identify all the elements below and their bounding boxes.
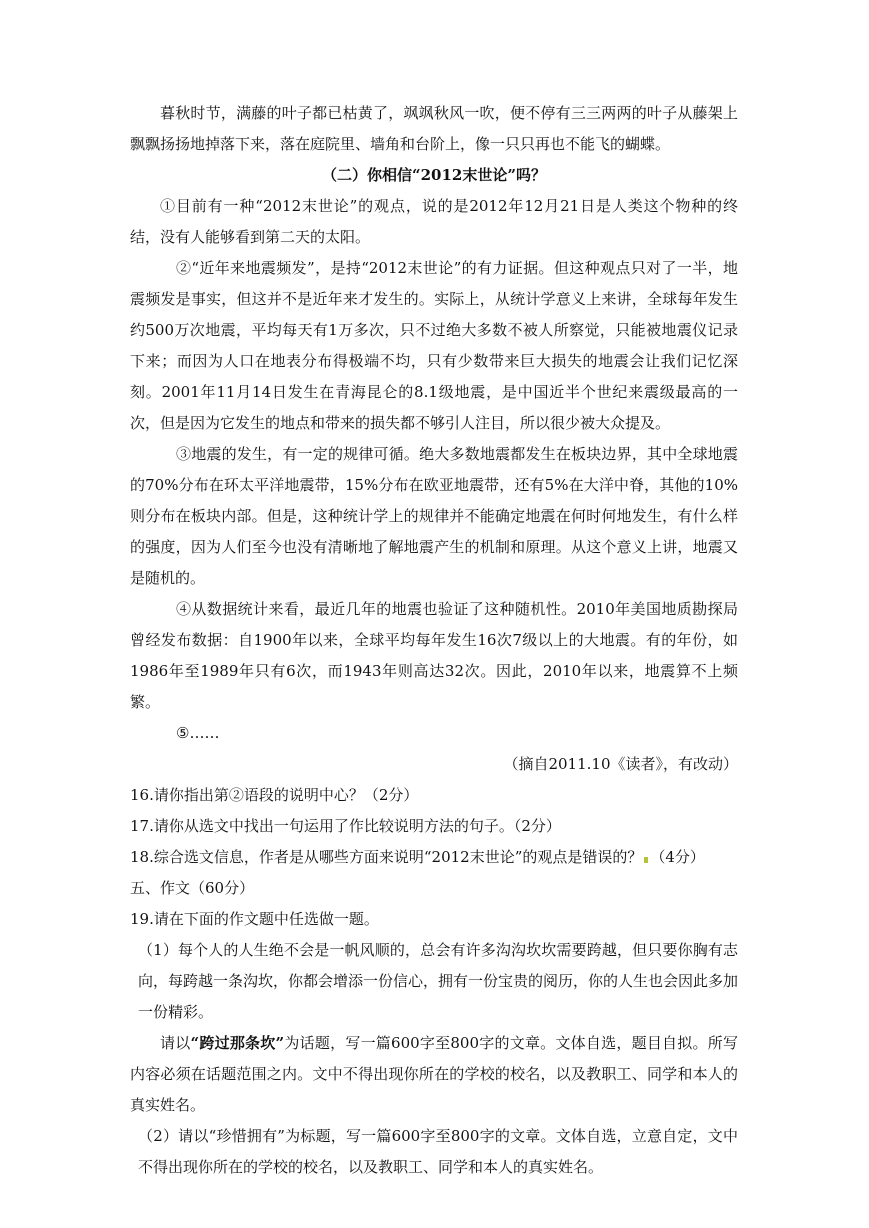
paragraph-5: ⑤…… [176, 724, 220, 742]
essay-option-1: （1）每个人的人生绝不会是一帆风顺的，总会有许多沟沟坎坎需要跨越，但只要你胸有志向，每跨越一条沟坎，你都会增添一份信心，拥有一份宝贵的阅历，你的人生也会因此多加一份精彩。 [138, 941, 739, 1021]
paragraph-4: ④从数据统计来看，最近几年的地震也验证了这种随机性。2010年美国地质勘探局曾经发布数据：自1900年以来，全球平均每年发生16次7级以上的大地震。有的年份，如1986年至1989年只有6次，而1943年则高达32次。因此，2010年以来，地震算不上频繁。 [130, 600, 738, 711]
intro-paragraph: 暮秋时节，满藤的叶子都已枯黄了，飒飒秋风一吹，便不停有三三两两的叶子从藤架上飘飘扬扬地掉落下来，落在庭院里、墙角和台阶上，像一只只再也不能飞的蝴蝶。 [130, 104, 738, 153]
paragraph-1: ①目前有一种“2012末世论”的观点，说的是2012年12月21日是人类这个物种的终结，没有人能够看到第二天的太阳。 [130, 197, 738, 246]
question-18-points: （4分） [650, 848, 705, 866]
document-page [130, 98, 738, 1183]
essay-topic: “跨过那条坎” [190, 1034, 285, 1052]
question-19: 19.请在下面的作文题中任选做一题。 [130, 910, 379, 928]
source-citation: （摘自2011.10《读者》，有改动） [503, 755, 738, 773]
essay-section-title: 五、作文（60分） [130, 879, 255, 897]
question-16: 16.请你指出第②语段的说明中心？（2分） [130, 786, 419, 804]
section-title: （二）你相信“2012末世论”吗？ [321, 166, 546, 184]
requirement-prefix: 请以 [160, 1034, 191, 1052]
paragraph-2: ②“近年来地震频发”，是持“2012末世论”的有力证据。但这种观点只对了一半，地震频发是事实，但这并不是近年来才发生的。实际上，从统计学意义上来讲，全球每年发生约500万次地震，平均每天有1万多次，只不过绝大多数不被人所察觉，只能被地震仪记录下来；而因为人口在地表分布得极端不均，只有少数带来巨大损失的地震会让我们记忆深刻。2001年11月14日发生在青海昆仑的8.1级地震，是中国近半个世纪来震级最高的一次，但是因为它发生的地点和带来的损失都不够引人注目，所以很少被大众提及。 [130, 259, 738, 432]
paragraph-3: ③地震的发生，有一定的规律可循。绝大多数地震都发生在板块边界，其中全球地震的70%分布在环太平洋地震带，15%分布在欧亚地震带，还有5%在大洋中脊，其他的10%则分布在板块内部。但是，这种统计学上的规律并不能确定地震在何时何地发生，有什么样的强度，因为人们至今也没有清晰地了解地震产生的机制和原理。从这个意义上讲，地震又是随机的。 [130, 445, 738, 587]
question-18-text: 18.综合选文信息，作者是从哪些方面来说明“2012末世论”的观点是错误的？ [130, 848, 643, 866]
question-17: 17.请你从选文中找出一句运用了作比较说明方法的句子。（2分） [130, 817, 561, 835]
essay-option-1-requirement [130, 1028, 738, 1121]
question-18 [130, 842, 738, 873]
marker-dot-icon [644, 857, 648, 863]
requirement-suffix: 为话题，写一篇600字至800字的文章。文体自选，题目自拟。所写内容必须在话题范围之内。文中不得出现你所在的学校的校名，以及教职工、同学和本人的真实姓名。 [130, 1034, 738, 1114]
essay-option-2: （2）请以“珍惜拥有”为标题，写一篇600字至800字的文章。文体自选，立意自定，文中不得出现你所在的学校的校名，以及教职工、同学和本人的真实姓名。 [138, 1127, 738, 1176]
